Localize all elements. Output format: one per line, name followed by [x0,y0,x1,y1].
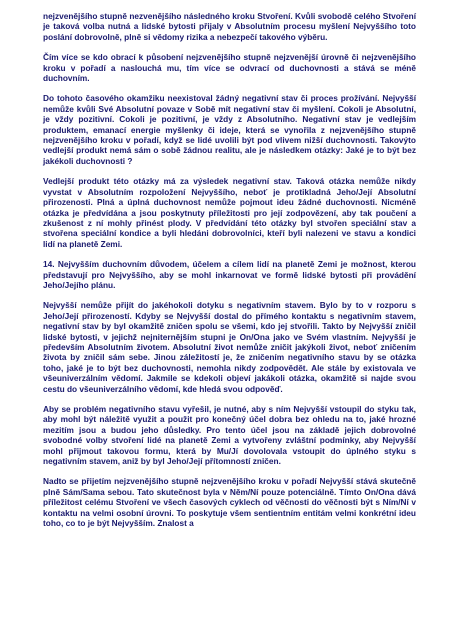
paragraph-5: 14. Nejvyšším duchovním důvodem, účelem a cílem lidí na planetě Zemi je možnost, kterou představují pro Nejvyššího, aby se mohl inkarnovat ve formě lidské bytosti při provádění Jeho/Jejího plánu. [43,259,416,290]
paragraph-2: Čím více se kdo obrací k působení nejzvenějšího stupně nejzvenější úrovně či nejzvenějšího kroku v pořadí a naslouchá mu, tím více se odvrací od duchovnosti a stává se méně duchovním. [43,52,416,84]
paragraph-8: Nadto se přijetím nejzvenějšího stupně nejzvenějšího kroku v pořadí Nejvyšší stává skutečně plně Sám/Sama sebou. Tato skutečnost byla v Něm/Ní pouze potenciálně. Tímto On/Ona dává příležitost celému Stvoření ve všech časových cyklech od věčnosti do věčnosti být s Ním/Ní v kontaktu na velmi osobní úrovni. To poskytuje všem sentientním entitám velmi konkrétní ideu toho, co to je být Nejvyšším. Znalost a [43,476,416,529]
paragraph-6: Nejvyšší nemůže přijít do jakéhokoli dotyku s negativním stavem. Bylo by to v rozporu s Jeho/Její přirozeností. Kdyby se Nejvyšší dostal do přímého kontaktu s negativním stavem, negativní stav by byl okamžitě zničen spolu se všemi, kdo jej stvořili. Takto by Nejvyšší zničil lidské bytosti, v jejichž nejniternějším stupni je On/Ona jako ve Svém vlastním. Nejvyšší je především Absolutním životem. Absolutní život nemůže zničit jakýkoli život, neboť zničením života by zničil sám sebe. Jinou záležitostí je, že zničením negativního stavu by se otázka toho, jaké je to být bez duchovnosti, nemohla nikdy zodpovědět. Ale stále by existovala ve všeuniverzálním vědomí. Jakmile se kdekoli objeví jakákoli otázka, okamžitě si najde svou cestu do všeuniverzálního vědomí, kde hledá svou odpověď. [43,300,416,394]
paragraph-7: Aby se problém negativního stavu vyřešil, je nutné, aby s ním Nejvyšší vstoupil do styku tak, aby mohl být náležitě využit a použit pro konečný účel dobra bez ohledu na to, jaké hrozné mezitím jsou a budou jeho důsledky. Pro tento účel jsou na základě jejich dobrovolné svobodné volby stvoření lidé na planetě Zemi a vytvořeny zvláštní podmínky, aby Nejvyšší mohl přijmout takovou formu, která by Mu/Jí dovolovala vstoupit do úplného styku s negativním stavem, aniž by byl Jeho/Její přítomností zničen. [43,404,416,467]
paragraph-4: Vedlejší produkt této otázky má za výsledek negativní stav. Taková otázka nemůže nikdy vyvstat v Absolutním rozpoložení Nejvyššího, neboť je protikladná Jeho/Její Absolutní přirozenosti. Plná a úplná duchovnost nemůže pojmout ideu žádné duchovnosti. Nicméně otázka je předvídána a jsou poskytnuty příležitosti pro její zodpovězení, aby tak poučení a zkušenost z ní mohly přinést plody. V předvídání této otázky byl stvořen speciální stav a stvořena speciální kondice a byli hledáni dobrovolníci, kteří byli nalezeni ve stavu a kondici lidí na planetě Zemi. [43,176,416,249]
paragraph-3: Do tohoto časového okamžiku neexistoval žádný negativní stav či proces prožívání. Nejvyšší nemůže kvůli Své Absolutní povaze v Sobě mít negativní stav či myšlení. Cokoli je Absolutní, je vždy pozitivní. Cokoli je pozitivní, je vždy z Absolutního. Negativní stav je vedlejším produktem, emanací energie myšlenky či ideje, která se vynořila z nejzvenějšího stupně nejzvenějšího kroku v pořadí, když se lidé uvolili být pod vlivem nižší duchovnosti. Takovýto vedlejší produkt nemá sám o sobě žádnou realitu, ale je následkem otázky: Jaké je to být bez jakékoli duchovnosti ? [43,93,416,166]
paragraph-1: nejzvenějšího stupně nezvenějšího následného kroku Stvoření. Kvůli svobodě celého Stvoření je taková volba nutná a lidské bytosti přijaly v Absolutním procesu myšlení Nejvyššího toto poslání dobrovolně, plně si vědomy rizika a nebezpečí takového výběru. [43,11,416,42]
